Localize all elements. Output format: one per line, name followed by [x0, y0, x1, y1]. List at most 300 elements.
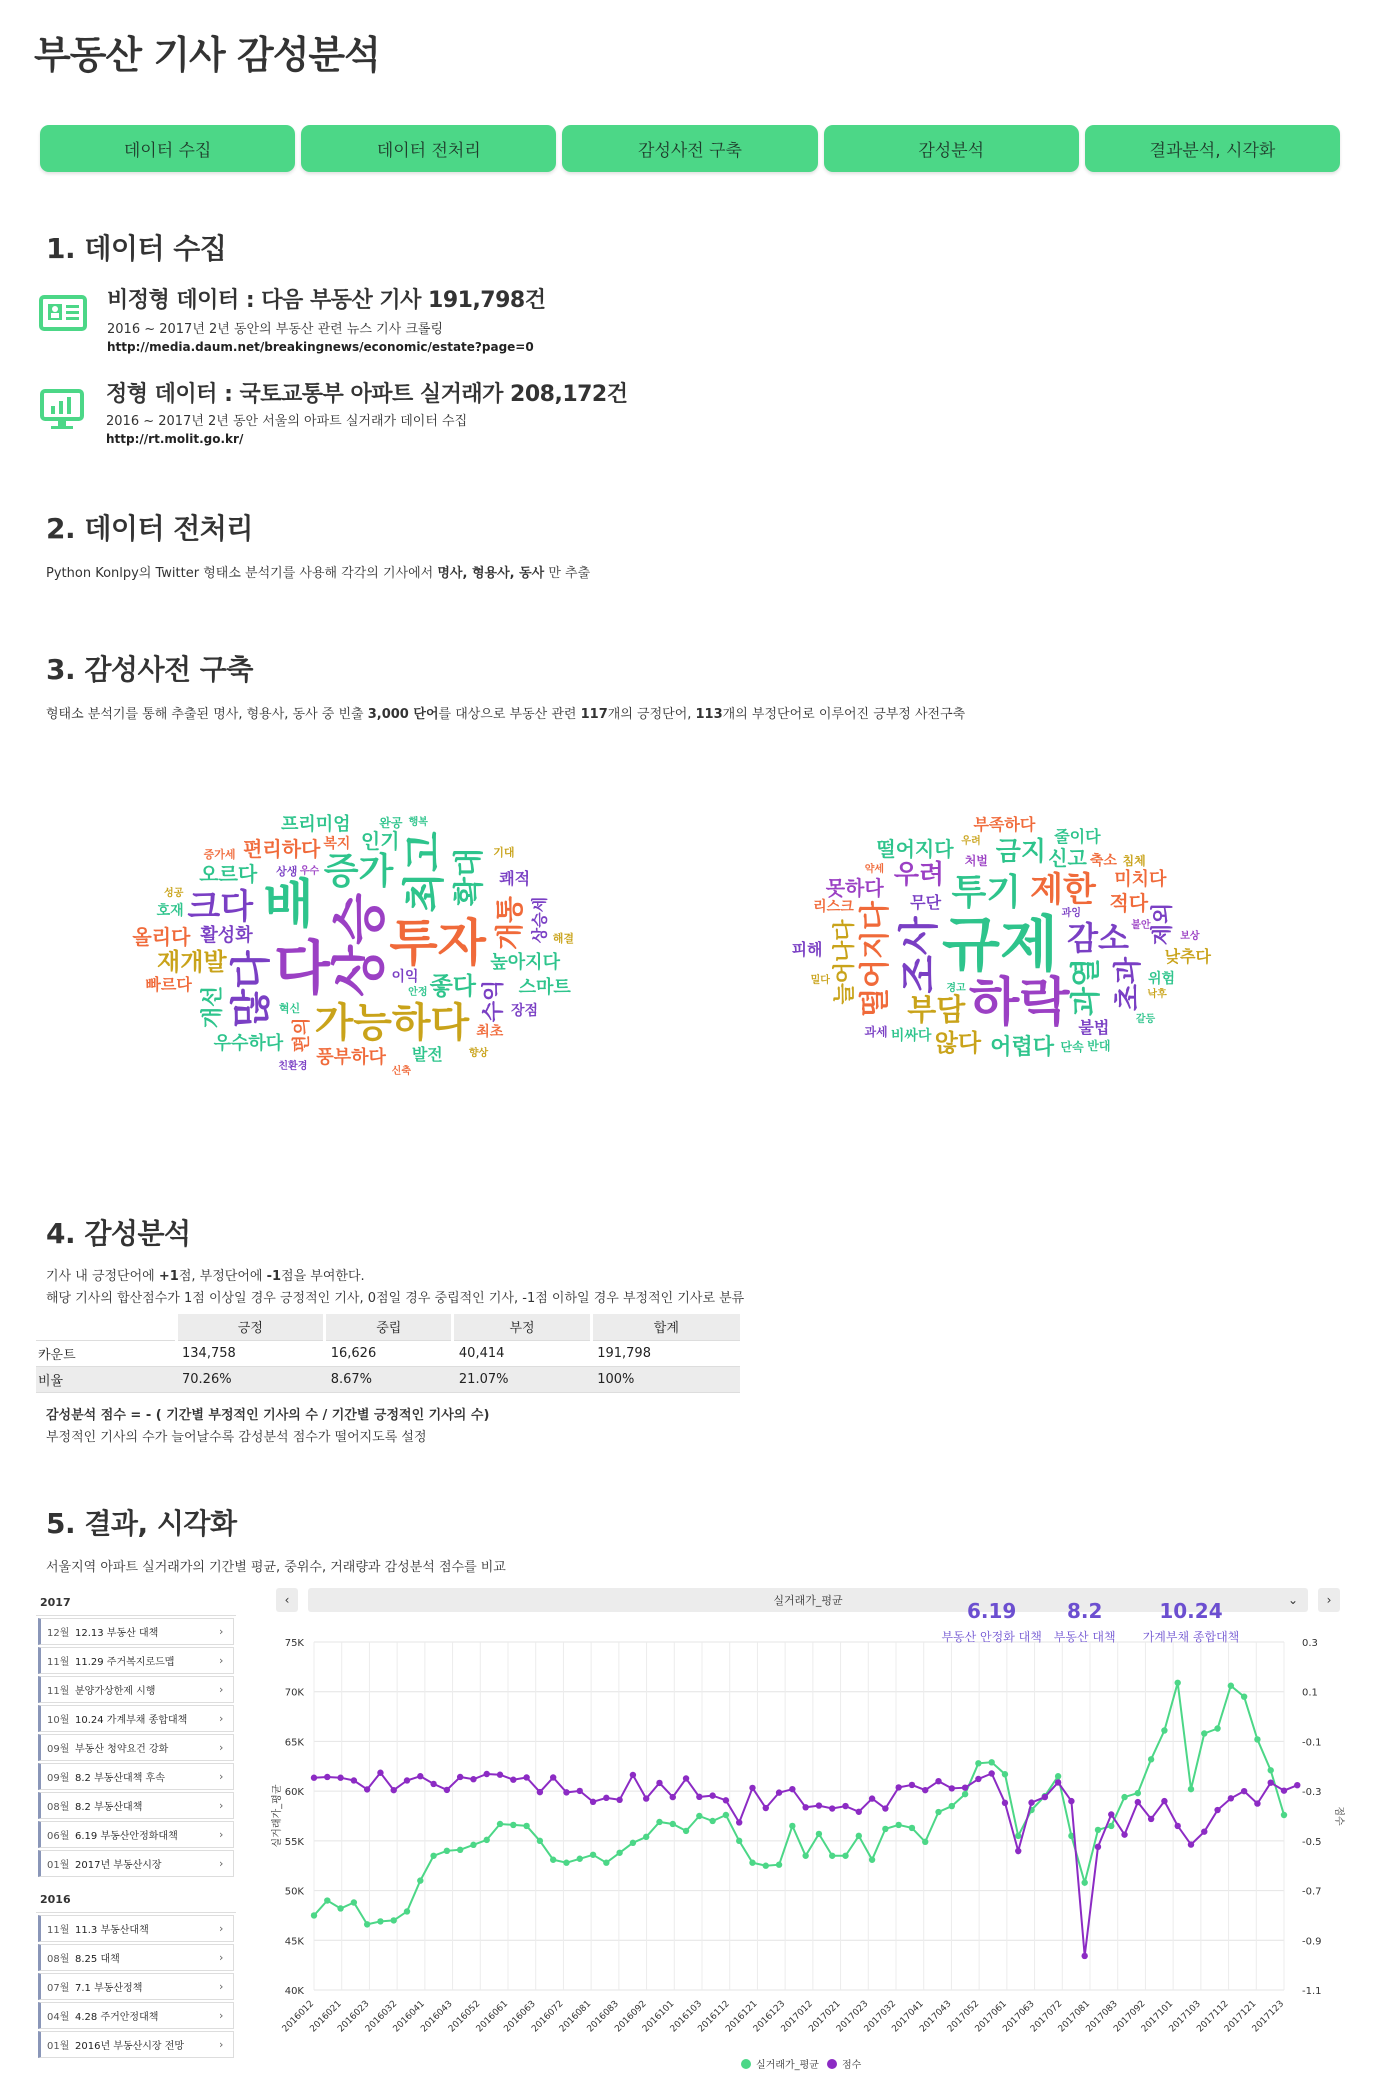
wordcloud-word: 확대 [451, 847, 487, 906]
wordcloud-word: 개통 [492, 895, 526, 950]
data-point [922, 1787, 928, 1793]
table-header-empty [36, 1314, 176, 1340]
data-point [457, 1847, 463, 1853]
x-tick-label: 2016032 [363, 1999, 400, 2035]
x-tick-label: 2016103 [668, 1999, 705, 2035]
sidebar-item[interactable] [38, 2031, 234, 2058]
data-point [417, 1773, 423, 1779]
sidebar-item-month: 09월 [47, 1773, 70, 1784]
data-point [1081, 1879, 1087, 1885]
score-formula: 감성분석 점수 = - ( 기간별 부정적인 기사의 수 / 기간별 긍정적인 기사의 수) [46, 1408, 490, 1423]
x-tick-label: 2017072 [1028, 1999, 1065, 2035]
data-point [856, 1833, 862, 1839]
x-tick-label: 2016012 [280, 1999, 317, 2035]
annotation-label: 가계부채 종합대책 [1142, 1630, 1240, 1644]
wordcloud-word: 배 [263, 874, 314, 935]
nav-results[interactable]: 결과분석, 시각화 [1085, 125, 1340, 172]
data-point [696, 1794, 702, 1800]
top-nav [40, 125, 1340, 172]
sidebar-item-label: 부동산 청약요건 강화 [75, 1744, 169, 1755]
wordcloud-word: 행복 [408, 816, 428, 828]
data-point [1241, 1788, 1247, 1794]
sidebar-item[interactable] [38, 1915, 234, 1942]
chevron-down-icon: ⌄ [1287, 1593, 1298, 1607]
data-point [1148, 1816, 1154, 1822]
wordcloud-word: 줄이다 [1054, 827, 1101, 847]
sidebar-item-label: 11.29 주거복지로드맵 [75, 1657, 175, 1668]
data-point [497, 1772, 503, 1778]
y2-tick-label: -0.1 [1302, 1737, 1322, 1749]
nav-sentiment-dictionary[interactable]: 감성사전 구축 [562, 125, 817, 172]
wordcloud-word: 반대 [1087, 1039, 1111, 1054]
wordcloud-word: 제외 [1150, 903, 1176, 946]
wordcloud-word: 감소 [1067, 918, 1129, 957]
data-point [922, 1839, 928, 1845]
data-point [510, 1822, 516, 1828]
data-point [457, 1774, 463, 1780]
x-tick-label: 2017012 [779, 1999, 815, 2035]
data-point [351, 1899, 357, 1905]
data-point [709, 1818, 715, 1824]
cell: 100% [591, 1366, 740, 1392]
newspaper-icon [38, 294, 88, 334]
data-point [683, 1828, 689, 1834]
data-point [1281, 1787, 1287, 1793]
wordcloud-word: 초과 [1110, 956, 1144, 1012]
chevron-right-icon: › [219, 1741, 224, 1754]
data-point [1188, 1841, 1194, 1847]
y-tick-label: 55K [284, 1836, 304, 1848]
data-point [616, 1850, 622, 1856]
wordcloud-word: 올리다 [132, 925, 191, 950]
data-point [1161, 1727, 1167, 1733]
data-point [962, 1791, 968, 1797]
data-point [1028, 1799, 1034, 1805]
sentiment-count-table [36, 1314, 740, 1393]
nav-data-collection[interactable]: 데이터 수집 [40, 125, 295, 172]
y2-tick-label: -0.9 [1302, 1936, 1322, 1948]
table-row [36, 1366, 740, 1392]
cell: 8.67% [325, 1366, 453, 1392]
wordcloud-word: 개선 [199, 985, 225, 1029]
sidebar-item-month: 08월 [47, 1802, 70, 1813]
sidebar-year: 2016 [36, 1887, 236, 1913]
chevron-right-icon: › [219, 1712, 224, 1725]
data-point [1228, 1683, 1234, 1689]
sidebar-item-month: 12월 [47, 1628, 70, 1639]
wordcloud-word: 떨어지다 [876, 837, 954, 862]
wordcloud-word: 인기 [360, 829, 400, 854]
y2-axis-label: 점수 [1333, 1806, 1344, 1826]
wordcloud-word: 경고 [946, 982, 966, 994]
wordcloud-word: 향상 [468, 1047, 489, 1059]
data-point [988, 1770, 994, 1776]
section-1-title: 1. 데이터 수집 [46, 232, 227, 265]
chevron-right-icon: › [219, 1654, 224, 1667]
data-point [869, 1857, 875, 1863]
wordcloud-word: 과잉 [1061, 908, 1081, 920]
x-tick-label: 2017123 [1250, 1999, 1287, 2035]
section-2-title: 2. 데이터 전처리 [46, 512, 253, 545]
data-point [816, 1831, 822, 1837]
wordcloud-word: 신축 [391, 1066, 411, 1078]
x-tick-label: 2017061 [973, 1999, 1009, 2035]
data-point [909, 1825, 915, 1831]
sidebar-item[interactable] [38, 1676, 234, 1703]
cell: 134,758 [176, 1340, 325, 1366]
data-point [802, 1853, 808, 1859]
sidebar-item-month: 09월 [47, 1744, 70, 1755]
data-point [563, 1789, 569, 1795]
unstructured-data-url[interactable]: http://media.daum.net/breakingnews/economic/estate?page=0 [107, 340, 534, 354]
data-point [1188, 1786, 1194, 1792]
legend-marker [827, 2059, 837, 2069]
chevron-right-icon: › [219, 1828, 224, 1841]
sidebar-item[interactable] [38, 1705, 234, 1732]
data-point [537, 1838, 543, 1844]
chevron-right-icon: › [219, 1799, 224, 1812]
wordcloud-word: 다 [274, 933, 331, 1002]
wordcloud-word: 활성화 [200, 924, 253, 946]
x-tick-label: 2016041 [391, 1999, 427, 2035]
wordcloud-word: 침체 [1122, 854, 1146, 869]
unstructured-data-desc: 2016 ~ 2017년 2년 동안의 부동산 관련 뉴스 기사 크롤링 [107, 322, 444, 337]
sidebar-item[interactable] [38, 1821, 234, 1848]
wordcloud-word: 과세 [864, 1024, 888, 1039]
wordcloud-word: 발전 [411, 1044, 443, 1064]
data-point [311, 1912, 317, 1918]
data-point [656, 1780, 662, 1786]
wordcloud-word: 보상 [1180, 931, 1200, 943]
wordcloud-word: 조사 [896, 916, 943, 994]
wordcloud-word: 증가세 [203, 848, 236, 862]
wordcloud-word: 이익 [391, 969, 419, 986]
wordcloud-word: 재개발 [157, 947, 227, 976]
data-point [1055, 1779, 1061, 1785]
data-point [510, 1777, 516, 1783]
data-point [324, 1774, 330, 1780]
x-tick-label: 2016092 [613, 1999, 649, 2035]
data-point [1201, 1828, 1207, 1834]
chevron-right-icon: › [219, 1625, 224, 1638]
x-tick-label: 2017103 [1167, 1999, 1203, 2035]
sidebar-item-label: 12.13 부동산 대책 [75, 1628, 159, 1639]
wordcloud-word: 높아지다 [490, 951, 560, 973]
data-point [364, 1786, 370, 1792]
data-point [630, 1772, 636, 1778]
wordcloud-word: 불법 [1078, 1018, 1110, 1038]
x-tick-label: 2017121 [1222, 1999, 1259, 2035]
data-point [842, 1803, 848, 1809]
data-point [337, 1905, 343, 1911]
unstructured-data-heading: 비정형 데이터 : 다음 부동산 기사 191,798건 [107, 288, 546, 313]
x-tick-label: 2017021 [807, 1999, 843, 2035]
wordcloud-word: 오르다 [199, 861, 258, 886]
structured-data-url[interactable]: http://rt.molit.go.kr/ [106, 432, 244, 446]
wordcloud-word: 크다 [187, 886, 254, 927]
wordcloud-word: 축소 [1089, 852, 1117, 869]
data-point [417, 1877, 423, 1883]
sidebar-item[interactable] [38, 1850, 234, 1877]
annotation-date: 6.19 [966, 1599, 1017, 1623]
wordcloud-word: 프리미엄 [280, 813, 351, 835]
data-point [1161, 1798, 1167, 1804]
y-tick-label: 45K [284, 1936, 304, 1948]
y-tick-label: 70K [284, 1687, 304, 1699]
data-point [577, 1856, 583, 1862]
x-tick-label: 2016021 [308, 1999, 344, 2035]
data-point [1121, 1794, 1127, 1800]
data-point [603, 1795, 609, 1801]
wordcloud-word: 우려 [893, 859, 945, 890]
data-point [1214, 1725, 1220, 1731]
wordcloud-word: 약세 [864, 863, 885, 875]
annotation-label: 부동산 대책 [1053, 1630, 1116, 1644]
x-tick-label: 2017101 [1139, 1999, 1176, 2035]
data-point [470, 1776, 476, 1782]
wordcloud-word: 투기 [951, 871, 1022, 913]
data-point [643, 1795, 649, 1801]
data-point [776, 1862, 782, 1868]
data-point [829, 1805, 835, 1811]
price-sentiment-chart [268, 1588, 1346, 2088]
x-tick-label: 2017081 [1056, 1999, 1093, 2035]
x-tick-label: 2016072 [530, 1999, 566, 2035]
wordcloud-word: 최초 [476, 1024, 504, 1041]
sidebar-item[interactable] [38, 1763, 234, 1790]
prev-button[interactable]: ‹ [276, 1588, 298, 1612]
row-label: 비율 [36, 1366, 176, 1392]
page-title: 부동산 기사 감성분석 [34, 33, 380, 77]
data-point [935, 1809, 941, 1815]
data-point [1015, 1848, 1021, 1854]
data-point [523, 1823, 529, 1829]
nav-sentiment-analysis[interactable]: 감성분석 [824, 125, 1079, 172]
monitor-chart-icon [38, 388, 88, 428]
data-point [763, 1805, 769, 1811]
x-tick-label: 2017092 [1112, 1999, 1148, 2035]
wordcloud-word: 하락 [969, 973, 1070, 1034]
data-point [523, 1774, 529, 1780]
scoring-rule: 기사 내 긍정단어에 +1점, 부정단어에 -1점을 부여한다. [46, 1269, 365, 1284]
data-point [377, 1918, 383, 1924]
data-point [351, 1777, 357, 1783]
wordcloud-word: 쾌적 [499, 868, 531, 888]
data-point [749, 1785, 755, 1791]
wordcloud-word: 리스크 [813, 899, 854, 916]
nav-preprocessing[interactable]: 데이터 전처리 [301, 125, 556, 172]
wordcloud-word: 복지 [323, 836, 351, 853]
data-point [391, 1917, 397, 1923]
wordcloud-word: 않다 [934, 1029, 982, 1058]
wordcloud-word: 많다 [228, 950, 275, 1028]
sidebar-item[interactable] [38, 1734, 234, 1761]
data-point [1081, 1953, 1087, 1959]
x-tick-label: 2016121 [724, 1999, 760, 2035]
data-point [1135, 1799, 1141, 1805]
data-point [1294, 1782, 1300, 1788]
wordcloud-word: 호재 [156, 902, 184, 919]
data-point [1214, 1807, 1220, 1813]
data-point [430, 1853, 436, 1859]
y-axis-label: 실거래가_평균 [272, 1784, 283, 1848]
x-tick-label: 2016063 [502, 1999, 538, 2035]
chevron-right-icon: › [219, 2009, 224, 2022]
data-point [909, 1782, 915, 1788]
x-tick-label: 2016083 [585, 1999, 621, 2035]
series-line-score [314, 1773, 1297, 1956]
wordcloud-word: 스마트 [518, 976, 571, 998]
score-formula-desc: 부정적인 기사의 수가 늘어날수록 감성분석 점수가 떨어지도록 설정 [46, 1430, 427, 1445]
data-point [949, 1803, 955, 1809]
sidebar-year: 2017 [36, 1590, 236, 1616]
wordcloud-word: 혁신 [278, 1001, 301, 1015]
wordcloud-word: 친환경 [278, 1061, 308, 1073]
wordcloud-word: 규제 [942, 910, 1058, 980]
sidebar-item-label: 8.25 대책 [75, 1954, 120, 1965]
x-tick-label: 2017083 [1084, 1999, 1120, 2035]
data-point [1015, 1833, 1021, 1839]
data-point [829, 1853, 835, 1859]
cell: 21.07% [453, 1366, 591, 1392]
y2-tick-label: -0.7 [1302, 1886, 1322, 1898]
wordcloud-word: 기대 [493, 845, 515, 859]
table-header-total: 합계 [591, 1314, 740, 1340]
data-point [1174, 1823, 1180, 1829]
section-5-title: 5. 결과, 시각화 [46, 1507, 237, 1540]
wordcloud-word: 갈등 [1135, 1013, 1156, 1025]
y-tick-label: 50K [284, 1886, 304, 1898]
data-point [364, 1921, 370, 1927]
data-point [749, 1860, 755, 1866]
data-point [856, 1809, 862, 1815]
data-point [975, 1776, 981, 1782]
classification-rule: 해당 기사의 합산점수가 1점 이상일 경우 긍정적인 기사, 0점일 경우 중립적인 기사, -1점 이하일 경우 부정적인 기사로 분류 [46, 1291, 745, 1306]
legend-label: 실거래가_평균 [756, 2060, 819, 2071]
data-point [643, 1834, 649, 1840]
x-tick-label: 2016112 [696, 1999, 732, 2035]
sidebar-item[interactable] [38, 1647, 234, 1674]
sidebar-item[interactable] [38, 1944, 234, 1971]
data-point [763, 1863, 769, 1869]
data-point [1095, 1827, 1101, 1833]
wordcloud-word: 단속 [1060, 1040, 1084, 1055]
wordcloud-word: 수익 [481, 979, 507, 1023]
wordcloud-word: 위험 [1147, 970, 1175, 987]
section-4-title: 4. 감성분석 [46, 1217, 191, 1250]
data-point [1268, 1767, 1274, 1773]
data-point [1055, 1773, 1061, 1779]
data-point [723, 1797, 729, 1803]
y2-tick-label: 0.3 [1302, 1638, 1318, 1649]
wordcloud-word: 상승 [328, 892, 392, 998]
annotation-date: 10.24 [1159, 1599, 1223, 1623]
wordcloud-word: 장점 [510, 1003, 539, 1020]
data-point [1108, 1811, 1114, 1817]
data-point [1108, 1823, 1114, 1829]
sidebar-item[interactable] [38, 1973, 234, 2000]
data-point [590, 1799, 596, 1805]
data-point [1002, 1800, 1008, 1806]
sidebar-item-month: 01월 [47, 1860, 70, 1871]
data-point [1174, 1680, 1180, 1686]
sidebar-item[interactable] [38, 2002, 234, 2029]
x-tick-label: 2017063 [1001, 1999, 1037, 2035]
data-point [802, 1804, 808, 1810]
data-point [603, 1860, 609, 1866]
sidebar-item-label: 분양가상한제 시행 [75, 1686, 156, 1697]
chevron-right-icon: › [219, 1922, 224, 1935]
data-point [1002, 1771, 1008, 1777]
wordcloud-word: 금지 [995, 836, 1046, 867]
y-tick-label: 65K [284, 1737, 304, 1749]
data-point [842, 1853, 848, 1859]
x-tick-label: 2016101 [640, 1999, 677, 2035]
data-point [1135, 1790, 1141, 1796]
y2-tick-label: -0.3 [1302, 1787, 1322, 1799]
sidebar-item-month: 06월 [47, 1831, 70, 1842]
wordcloud-word: 못하다 [825, 875, 884, 900]
legend-label: 점수 [842, 2060, 862, 2071]
wordcloud-word: 제한 [1030, 869, 1096, 910]
data-point [1281, 1812, 1287, 1818]
x-tick-label: 2016061 [474, 1999, 511, 2035]
data-point [577, 1788, 583, 1794]
legend-marker [741, 2059, 751, 2069]
sidebar-item-month: 10월 [47, 1715, 70, 1726]
sidebar-item-label: 11.3 부동산대책 [75, 1925, 149, 1936]
sidebar-item[interactable] [38, 1792, 234, 1819]
structured-data-heading: 정형 데이터 : 국토교통부 아파트 실거래가 208,172건 [106, 382, 628, 407]
data-point [1241, 1693, 1247, 1699]
data-point [1268, 1779, 1274, 1785]
y-tick-label: 40K [284, 1986, 304, 1997]
sidebar-item-label: 2017년 부동산시장 [75, 1860, 162, 1871]
sidebar-item-month: 11월 [47, 1657, 70, 1668]
policy-event-sidebar [36, 1590, 236, 2060]
section-3-title: 3. 감성사전 구축 [46, 653, 253, 686]
wordcloud-word: 비싸다 [890, 1028, 932, 1045]
wordcloud-word: 투자 [389, 913, 486, 972]
data-point [895, 1784, 901, 1790]
data-point [337, 1775, 343, 1781]
data-point [656, 1819, 662, 1825]
y2-tick-label: -0.5 [1302, 1836, 1322, 1848]
data-point [1201, 1730, 1207, 1736]
data-point [1148, 1756, 1154, 1762]
sidebar-item-label: 7.1 부동산정책 [75, 1983, 143, 1994]
data-point [975, 1760, 981, 1766]
data-point [882, 1805, 888, 1811]
series-select-value: 실거래가_평균 [773, 1594, 843, 1607]
data-point [550, 1774, 556, 1780]
data-point [377, 1770, 383, 1776]
sidebar-item[interactable] [38, 1618, 234, 1645]
wordcloud-word: 가능하다 [314, 1000, 470, 1047]
next-button[interactable]: › [1318, 1588, 1340, 1612]
data-point [311, 1775, 317, 1781]
table-header-negative: 부정 [453, 1314, 591, 1340]
chevron-right-icon: › [219, 1980, 224, 1993]
wordcloud-word: 부담 [907, 992, 966, 1028]
data-point [1254, 1800, 1260, 1806]
wordcloud-word: 피해 [791, 939, 823, 959]
sidebar-item-label: 4.28 주거안정대책 [75, 2012, 159, 2023]
x-tick-label: 2017043 [918, 1999, 954, 2035]
x-tick-label: 2016023 [336, 1999, 372, 2035]
data-point [935, 1778, 941, 1784]
chevron-right-icon: › [219, 1857, 224, 1870]
